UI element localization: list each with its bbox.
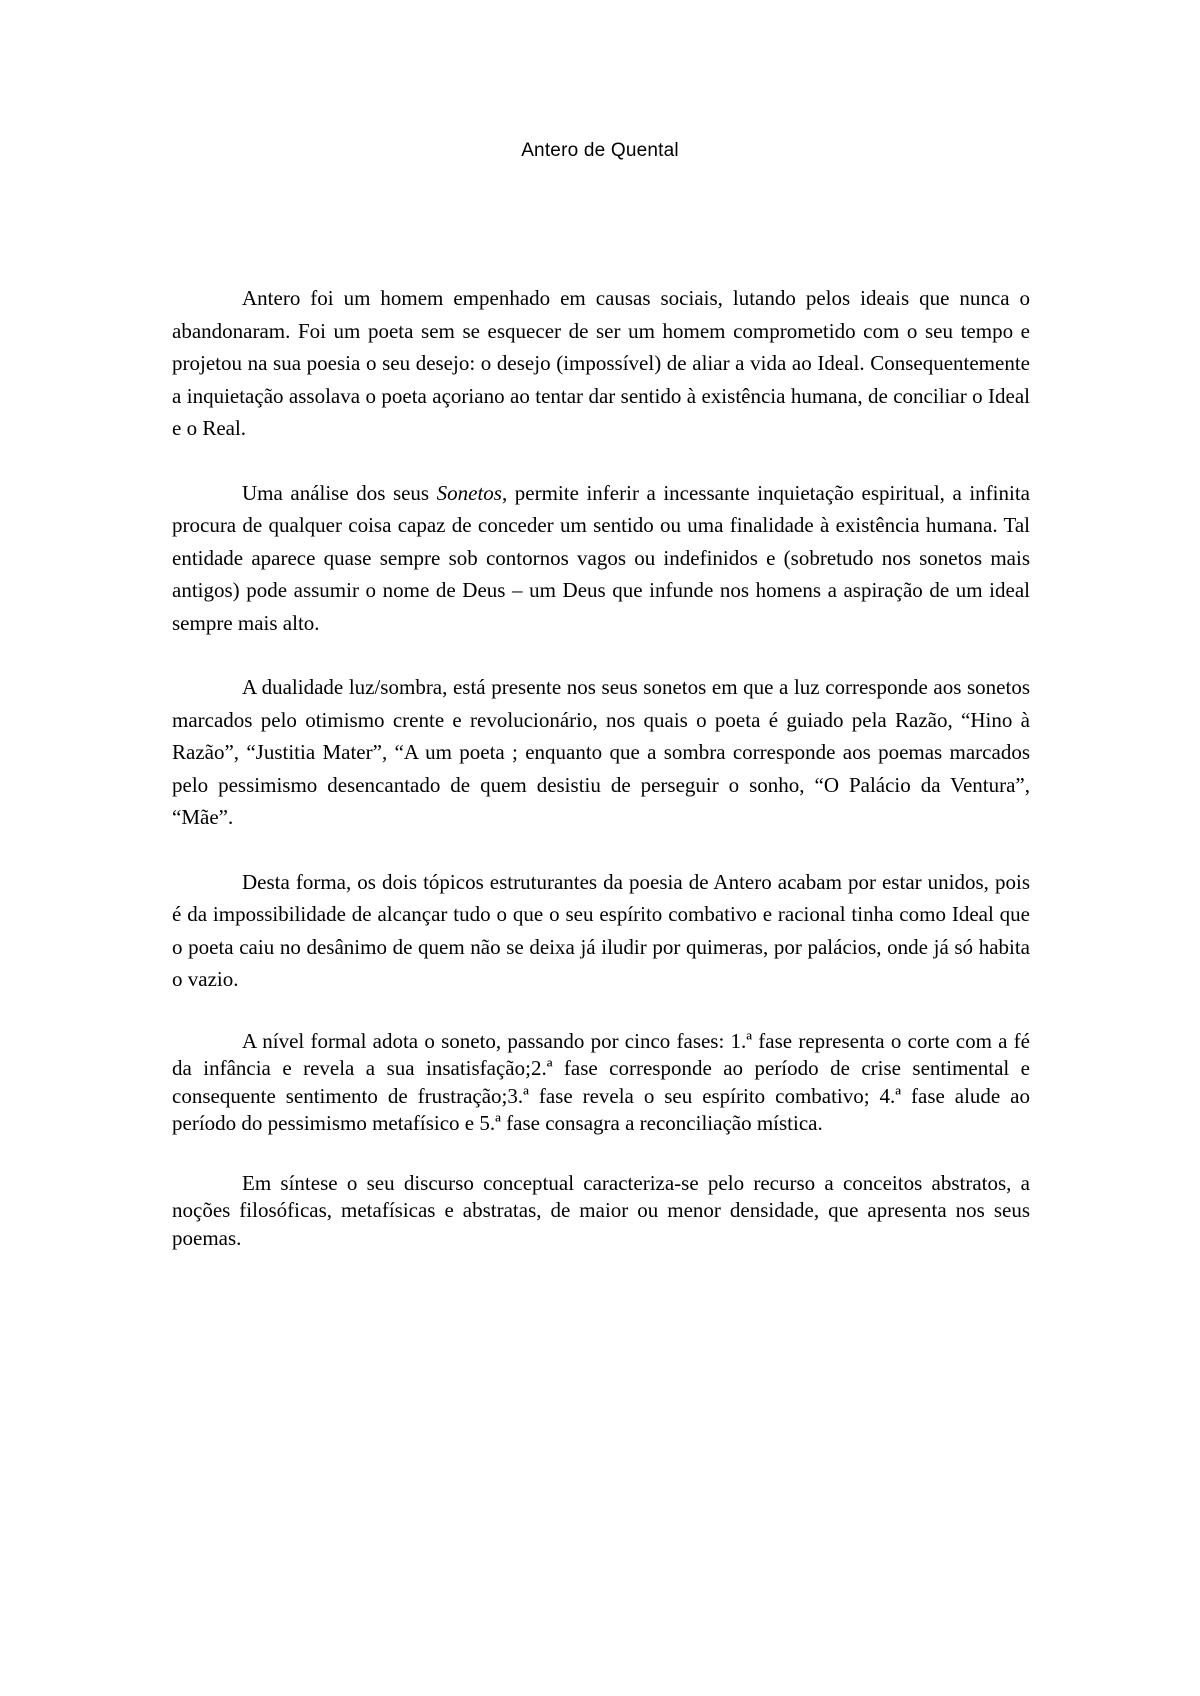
document-body	[172, 282, 1030, 1284]
document-title: Antero de Quental	[521, 140, 679, 161]
paragraph-4: Desta forma, os dois tópicos estruturantes da poesia de Antero acabam por estar unidos, pois é da impossibilidade de alcançar tudo o que o seu espírito combativo e racional tinha como Ideal que o poeta caiu no desânimo de quem não se deixa já iludir por quimeras, por palácios, onde já só habita o vazio.	[172, 869, 1030, 991]
paragraph-3: A dualidade luz/sombra, está presente nos seus sonetos em que a luz corresponde aos sonetos marcados pelo otimismo crente e revolucionário, nos quais o poeta é guiado pela Razão, “Hino à Razão”, “Justitia Mater”, “A um poeta ; enquanto que a sombra corresponde aos poemas marcados pelo pessimismo desencantado de quem desistiu de perseguir o sonho, “O Palácio da Ventura”, “Mãe”.	[172, 675, 1030, 829]
paragraph-1: Antero foi um homem empenhado em causas sociais, lutando pelos ideais que nunca o abandonaram. Foi um poeta sem se esquecer de ser um homem comprometido com o seu tempo e projetou na sua poesia o seu desejo: o desejo (impossível) de aliar a vida ao Ideal. Consequentemente a inquietação assolava o poeta açoriano ao tentar dar sentido à existência humana, de conciliar o Ideal e o Real.	[172, 286, 1030, 440]
paragraph-2-start: Uma análise dos seus	[242, 480, 437, 505]
paragraph-2	[172, 477, 1030, 640]
paragraph-2-end: , permite inferir a incessante inquietação espiritual, a infinita procura de qualquer coisa capaz de conceder um sentido ou uma finalidade à existência humana. Tal entidade aparece quase sempre sob contornos vagos ou indefinidos e (sobretudo nos sonetos mais antigos) pode assumir o nome de Deus – um Deus que infunde nos homens a aspiração de um ideal sempre mais alto.	[172, 480, 1030, 635]
paragraph-5: A nível formal adota o soneto, passando por cinco fases: 1.ª fase representa o corte com a fé da infância e revela a sua insatisfação;2.ª fase corresponde ao período de crise sentimental e consequente sentimento de frustração;3.ª fase revela o seu espírito combativo; 4.ª fase alude ao período do pessimismo metafísico e 5.ª fase consagra a reconciliação mística.	[172, 1028, 1030, 1135]
paragraph-6: Em síntese o seu discurso conceptual caracteriza-se pelo recurso a conceitos abstratos, a noções filosóficas, metafísicas e abstratas, de maior ou menor densidade, que apresenta nos seus poemas.	[172, 1170, 1030, 1250]
paragraph-2-italic-title: Sonetos	[436, 480, 502, 505]
